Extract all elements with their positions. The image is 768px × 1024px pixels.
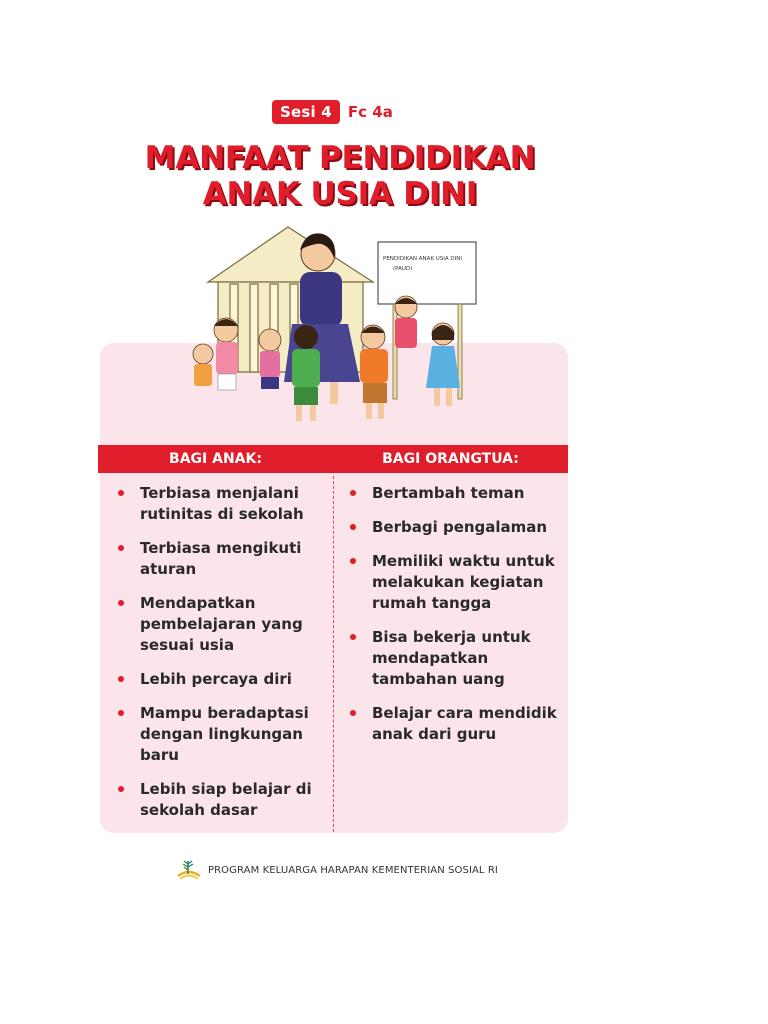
- header-for-children: BAGI ANAK:: [169, 451, 262, 467]
- child-figure-6: [395, 296, 417, 348]
- list-item: Berbagi pengalaman: [348, 517, 558, 538]
- bullet-icon: [350, 710, 356, 716]
- session-code: Fc 4a: [347, 103, 393, 121]
- child-figure-4: [292, 325, 320, 421]
- bullet-icon: [118, 490, 124, 496]
- children-illustration: [188, 212, 488, 442]
- bullet-icon: [350, 490, 356, 496]
- sign-text-2: (PAUD): [393, 266, 413, 272]
- list-item: Memiliki waktu untuk melakukan kegiatan rumah tangga: [348, 551, 558, 614]
- session-label: [272, 100, 393, 124]
- list-item: Bisa bekerja untuk mendapatkan tambahan uang: [348, 627, 558, 690]
- child-figure-5: [360, 325, 388, 419]
- bullet-icon: [118, 786, 124, 792]
- list-item: Terbiasa mengikuti aturan: [116, 538, 321, 580]
- bullet-icon: [118, 545, 124, 551]
- list-item: Mampu beradaptasi dengan lingkungan baru: [116, 703, 321, 766]
- list-item: Bertambah teman: [348, 483, 558, 504]
- bullet-icon: [118, 710, 124, 716]
- pkh-logo-icon: [176, 858, 202, 882]
- children-benefits-list: [116, 483, 321, 821]
- title-line-2: ANAK USIA DINI: [202, 176, 478, 212]
- list-item: Lebih percaya diri: [116, 669, 321, 690]
- bullet-icon: [350, 524, 356, 530]
- parents-benefits-list: [348, 483, 558, 745]
- list-item: Lebih siap belajar di sekolah dasar: [116, 779, 321, 821]
- list-item: Terbiasa menjalani rutinitas di sekolah: [116, 483, 321, 525]
- header-for-parents: BAGI ORANGTUA:: [382, 451, 519, 467]
- sign-text-1: PENDIDIKAN ANAK USIA DINI: [383, 256, 462, 262]
- footer-text: PROGRAM KELUARGA HARAPAN KEMENTERIAN SOSIAL RI: [208, 864, 498, 876]
- bullet-icon: [350, 634, 356, 640]
- bullet-icon: [118, 676, 124, 682]
- child-figure-3: [259, 329, 281, 389]
- columns-header: [98, 445, 568, 473]
- list-item: Belajar cara mendidik anak dari guru: [348, 703, 558, 745]
- list-item: Mendapatkan pembelajaran yang sesuai usia: [116, 593, 321, 656]
- title-line-1: MANFAAT PENDIDIKAN: [144, 140, 536, 176]
- session-badge: Sesi 4: [272, 100, 340, 124]
- child-figure-1: [214, 318, 238, 390]
- paud-sign: [378, 242, 476, 399]
- child-figure-7: [426, 323, 460, 406]
- page-title: [100, 140, 580, 212]
- bullet-icon: [350, 558, 356, 564]
- column-divider: [333, 476, 334, 832]
- footer: [176, 858, 498, 882]
- bullet-icon: [118, 600, 124, 606]
- child-figure-2: [193, 344, 213, 386]
